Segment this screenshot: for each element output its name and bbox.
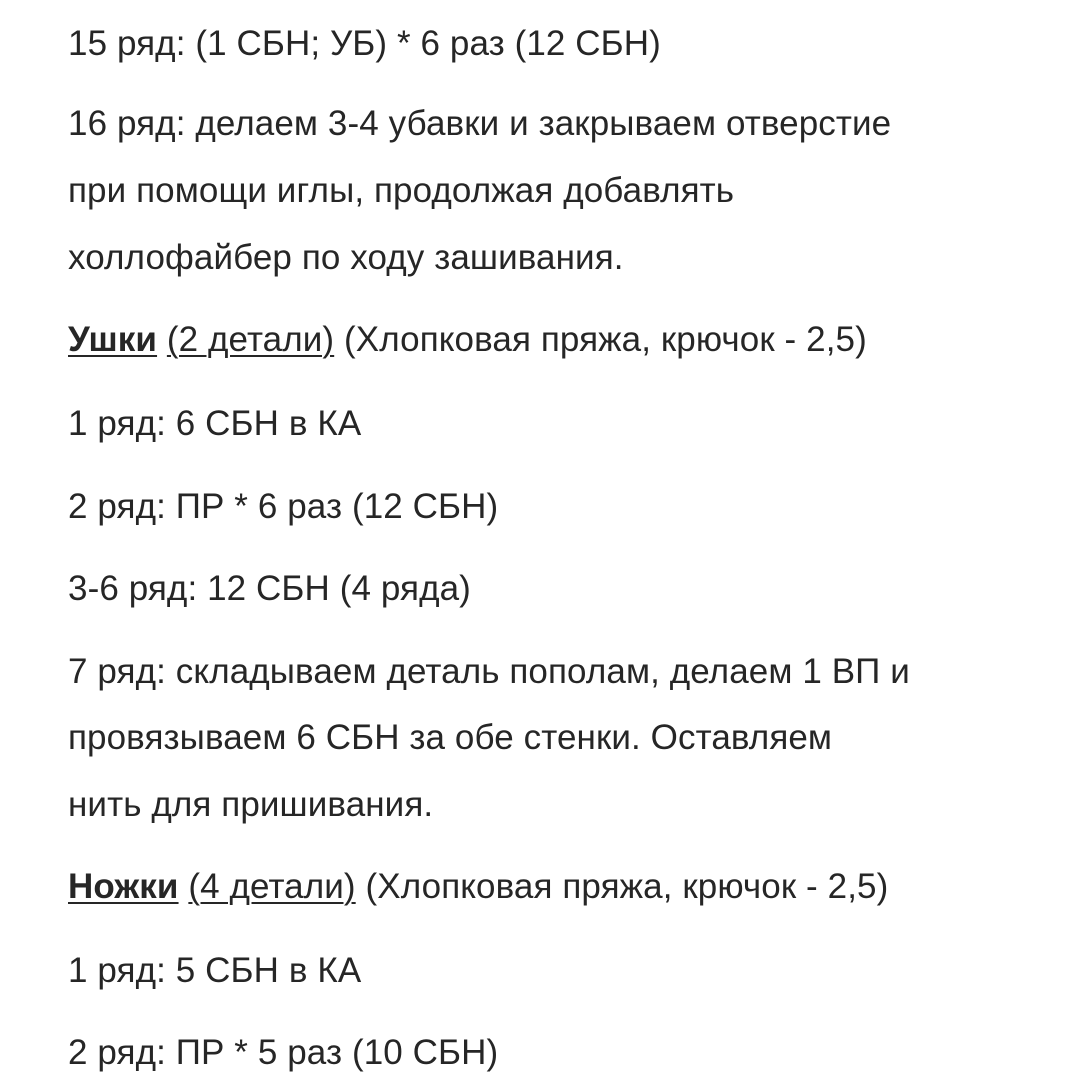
ears-row-7-line-3: нить для пришивания. [68, 785, 434, 824]
ears-row-1: 1 ряд: 6 СБН в КА [68, 404, 362, 443]
ears-row-7-line-2: провязываем 6 СБН за обе стенки. Оставляем [68, 718, 833, 757]
legs-title: Ножки [68, 867, 179, 906]
row-16-text-line-2: при помощи иглы, продолжая добавлять [68, 171, 735, 210]
row-15-text: 15 ряд: (1 СБН; УБ) * 6 раз (12 СБН) [68, 24, 661, 63]
ears-section-heading [68, 320, 867, 360]
ears-row-2: 2 ряд: ПР * 6 раз (12 СБН) [68, 487, 499, 526]
legs-row-2: 2 ряд: ПР * 5 раз (10 СБН) [68, 1033, 499, 1072]
ears-title: Ушки [68, 320, 158, 359]
ears-row-7-line-1: 7 ряд: складываем деталь пополам, делаем 1 ВП и [68, 652, 910, 691]
legs-detail-count: (4 детали) [188, 867, 356, 906]
legs-row-1: 1 ряд: 5 СБН в КА [68, 951, 362, 990]
row-16-text-line-3: холлофайбер по ходу зашивания. [68, 238, 624, 277]
ears-materials: (Хлопковая пряжа, крючок - 2,5) [334, 320, 867, 359]
legs-materials: (Хлопковая пряжа, крючок - 2,5) [355, 867, 889, 906]
legs-section-heading [68, 867, 888, 907]
ears-detail-count: (2 детали) [166, 320, 335, 359]
ears-row-3-6: 3-6 ряд: 12 СБН (4 ряда) [68, 569, 471, 608]
row-16-text-line-1: 16 ряд: делаем 3-4 убавки и закрываем отверстие [68, 104, 892, 143]
